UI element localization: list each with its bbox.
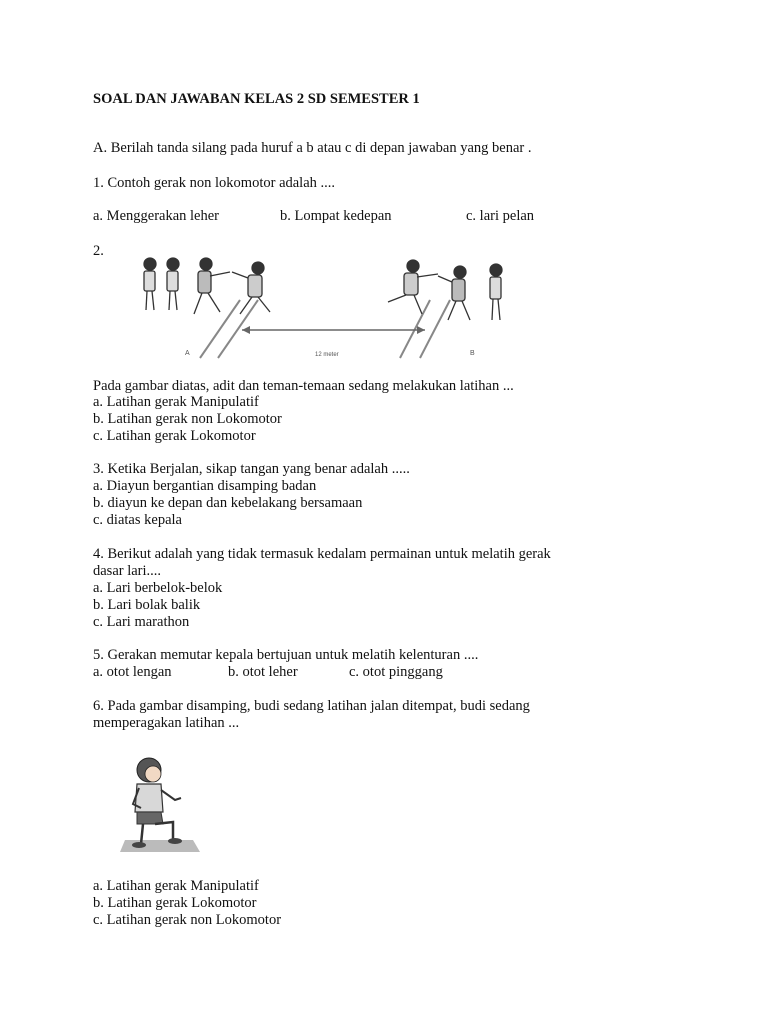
q6-option-c: c. Latihan gerak non Lokomotor (93, 912, 282, 928)
q4-question-line2: dasar lari.... (93, 563, 162, 579)
q2-question: Pada gambar diatas, adit dan teman-temaan sedang melakukan latihan ... (93, 378, 514, 394)
q5-option-c: c. otot pinggang (349, 664, 443, 680)
q2-option-a: a. Latihan gerak Manipulatif (93, 394, 259, 410)
q5-option-a: a. otot lengan (93, 664, 172, 680)
q6-option-a: a. Latihan gerak Manipulatif (93, 878, 259, 894)
q5-question: 5. Gerakan memutar kepala bertujuan untuk melatih kelenturan .... (93, 647, 479, 663)
q2-option-b: b. Latihan gerak non Lokomotor (93, 411, 282, 427)
relay-run-illustration (130, 250, 530, 365)
q3-option-b: b. diayun ke depan dan kebelakang bersamaan (93, 495, 363, 511)
q4-option-a: a. Lari berbelok-belok (93, 580, 223, 596)
q1-option-b: b. Lompat kedepan (280, 208, 392, 224)
q4-question-line1: 4. Berikut adalah yang tidak termasuk kedalam permainan untuk melatih gerak (93, 546, 551, 562)
marching-boy-illustration (115, 748, 205, 858)
distance-label: 12 meter (315, 352, 339, 358)
label-b: B (470, 350, 475, 357)
q1-option-c: c. lari pelan (466, 208, 535, 224)
q3-question: 3. Ketika Berjalan, sikap tangan yang benar adalah ..... (93, 461, 410, 477)
label-a: A (185, 350, 190, 357)
q6-option-b: b. Latihan gerak Lokomotor (93, 895, 257, 911)
q6-question-line2: memperagakan latihan ... (93, 715, 240, 731)
instruction-text: A. Berilah tanda silang pada huruf a b atau c di depan jawaban yang benar . (93, 140, 532, 156)
q4-option-c: c. Lari marathon (93, 614, 190, 630)
page-title: SOAL DAN JAWABAN KELAS 2 SD SEMESTER 1 (93, 91, 420, 107)
q2-option-c: c. Latihan gerak Lokomotor (93, 428, 256, 444)
q5-option-b: b. otot leher (228, 664, 298, 680)
q1-question: 1. Contoh gerak non lokomotor adalah .... (93, 175, 336, 191)
q6-question-line1: 6. Pada gambar disamping, budi sedang latihan jalan ditempat, budi sedang (93, 698, 530, 714)
q3-option-c: c. diatas kepala (93, 512, 182, 528)
q2-number: 2. (93, 243, 104, 259)
q4-option-b: b. Lari bolak balik (93, 597, 201, 613)
q1-option-a: a. Menggerakan leher (93, 208, 220, 224)
q3-option-a: a. Diayun bergantian disamping badan (93, 478, 317, 494)
